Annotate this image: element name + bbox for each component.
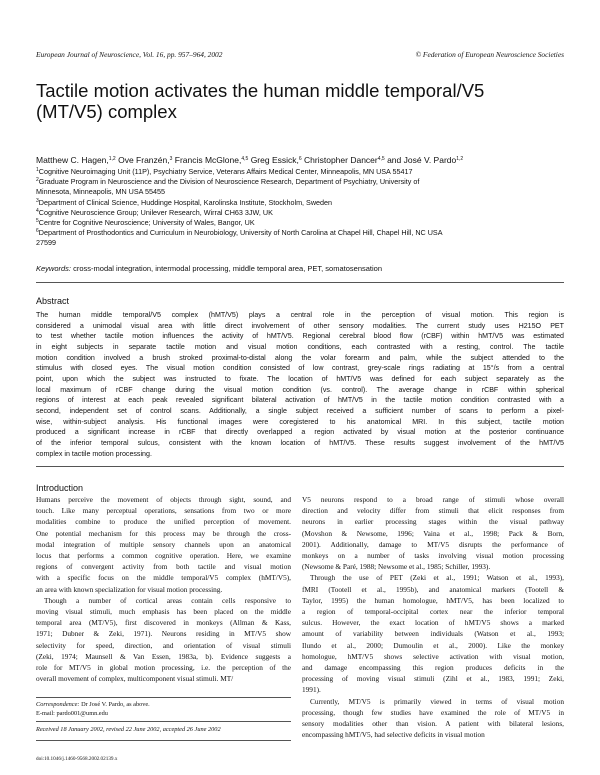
text-line: 1991). <box>302 685 321 695</box>
text-line: Ilundo et al., 2000; Dumoulin et al., 2000). Like the monkey <box>302 640 564 650</box>
text-line: Currently, MT/V5 is primarily viewed in terms of visual motion <box>310 696 564 706</box>
affiliation <box>36 218 576 228</box>
affiliation-mark: 3 <box>169 156 173 162</box>
text-line: 1971; Dubner & Zeki, 1971). Neurons residing in MT/V5 show <box>36 629 291 639</box>
text-line: monkeys on a number of tasks involving visual motion processing <box>302 551 564 561</box>
text-line: role for MT/V5 in global motion processing, i.e. the perception of the <box>36 663 291 673</box>
affiliation-text: Cognitive Neuroimaging Unit (11P), Psychiatry Service, Veterans Affairs Medical Center, Minneapolis, MN USA 55417 <box>38 167 413 176</box>
text-line: homologue, hMT/V5 shows selective activation with visual motion, <box>302 651 564 661</box>
text-line: a region of temporal-occipital cortex near the inferior temporal <box>302 607 564 617</box>
text-line: moving visual stimuli, much emphasis has been placed on the middle <box>36 607 291 617</box>
text-line: encompassing hMT/V5, had selective deficits in visual motion <box>302 730 485 740</box>
divider <box>36 466 564 467</box>
text-line: V5 neurons respond to a broad range of stimuli whose overall <box>302 495 564 504</box>
affiliation-mark: 4,5 <box>241 156 249 162</box>
affiliation-number: 3 <box>36 197 39 204</box>
text-line: touch. Like many perceptual operations, sensations from two or more <box>36 506 291 516</box>
author-name: José V. Pardo <box>403 155 457 165</box>
text-line: The human middle temporal/V5 complex (hMT/V5) plays a central role in the perception of visual motion. This region is <box>36 311 564 319</box>
keywords-text: cross-modal integration, intermodal processing, middle temporal area, PET, somatosensation <box>73 264 383 273</box>
text-line: One potential mechanism for this process may be through the cross- <box>36 528 291 538</box>
text-line: regions of convergent activity from both tactile and visual motion <box>36 562 291 572</box>
text-line: locus that performs a common cognitive operation. Here, we examine <box>36 551 291 561</box>
affiliation-text: 27599 <box>36 238 56 248</box>
author-name: Matthew C. Hagen, <box>36 155 109 165</box>
author-name: Francis McGlone, <box>174 155 242 165</box>
article-title <box>36 80 566 122</box>
text-line: point, upon which the subject was instructed to fixate. The location of hMT/V5 was defined for each subject separately as the <box>36 374 564 383</box>
text-line: Taylor, 1995) the human homologue, hMT/V5, has been localized to <box>302 595 564 605</box>
text-line: (Movshon & Newsome, 1996; Vaina et al., 1998; Pack & Born, <box>302 528 564 538</box>
left-column <box>36 494 291 684</box>
text-line: 2001). Additionally, damage to MT/V5 disrupts the performance of <box>302 539 564 549</box>
text-line: considered a unimodal visual area with little direct involvement of other sensory modalities. The current study uses H215O PET <box>36 321 564 330</box>
affiliation-number: 5 <box>36 218 39 225</box>
introduction-heading: Introduction <box>36 483 84 493</box>
keywords-label: Keywords: <box>36 264 72 273</box>
text-line: processing of moving visual stimuli (Zihl et al., 1983, 1991; Zeki, <box>302 674 564 684</box>
doi: doi:10.1046/j.1460-9568.2002.02139.x <box>36 756 118 762</box>
text-line: motion condition involved a brush stroked proximal-to-distal along the volar forearm and palm, while the subject attended to the <box>36 353 564 362</box>
text-line: processing, though few studies have examined the role of MT/V5 in <box>302 707 564 717</box>
text-line: modal integration of multiple sensory channels upon an anatomical <box>36 539 291 549</box>
text-line: second, independent set of control scans. Additionally, a single subject received a sufficient number of scans to perform a pixel- <box>36 406 564 415</box>
keywords <box>36 264 576 273</box>
text-line: an area with known specialization for visual motion processing. <box>36 584 223 594</box>
text-line: local maximum of rCBF change during the visual motion condition (vs. control). The average change in rCBF within spherical <box>36 385 564 394</box>
title-line: Tactile motion activates the human middle temporal/V5 <box>36 80 485 101</box>
affiliation-number: 2 <box>36 177 39 184</box>
text-line: Though a number of cortical areas contain cells responsive to <box>44 595 291 605</box>
correspondence-footnote <box>36 700 291 718</box>
text-line: with a specific focus on the middle temporal/V5 complex (hMT/V5), <box>36 573 291 583</box>
right-column <box>302 494 564 740</box>
text-line: of the inferior temporal sulcus, consistent with the known location of hMT/V5. These results suggest involvement of the hMT/V5 <box>36 438 564 447</box>
text-line: modalities combine to produce the unified perception of movement. <box>36 517 291 527</box>
affiliation-mark: 6 <box>298 156 302 162</box>
text-line: fMRI (Tootell et al., 1995b), and anatomical markers (Tootell & <box>302 584 564 594</box>
text-line: complex in tactile motion processing. <box>36 449 152 458</box>
author-list <box>36 155 576 166</box>
text-line: wise, within-subject analysis. His functional images were coregistered to his anatomical MRI. In this subject, tactile motion <box>36 417 564 426</box>
affiliation-mark: 1,2 <box>456 156 464 162</box>
text-line: (Newsome & Paré, 1988; Newsome et al., 1985; Schiller, 1993). <box>302 562 491 572</box>
text-line: Humans perceive the movement of objects through sight, sound, and <box>36 495 291 504</box>
affiliation-mark: 1,2 <box>108 156 116 162</box>
affiliation-text: Cognitive Neuroscience Group; Unilever Research, Wirral CH63 3JW, UK <box>38 207 273 217</box>
affiliation-text: Graduate Program in Neuroscience and the Division of Neuroscience Research, Department of Psychiatry, University of <box>38 177 420 187</box>
text-line: in eight subjects in separate tactile motion and visual motion conditions, each contrasted with a resting, control. The tactile <box>36 342 564 351</box>
author-conjunction: and <box>387 155 402 165</box>
abstract-body <box>36 310 564 459</box>
text-line: temporal area (MT/V5), first discovered in monkeys (Allman & Kass, <box>36 618 291 628</box>
text-line: sulcus. However, the exact location of hMT/V5 shows a marked <box>302 618 564 628</box>
affiliation-text: Department of Clinical Science, Huddinge Hospital, Karolinska Institute, Stockholm, Sweden <box>38 197 333 207</box>
footnote-divider <box>36 721 291 722</box>
author-name: Christopher Dancer <box>304 155 378 165</box>
affiliations <box>36 167 576 249</box>
affiliation <box>36 228 576 248</box>
text-line: Through the use of PET (Zeki et al., 1991; Watson et al., 1993), <box>310 573 564 583</box>
received-dates: Received 18 January 2002, revised 22 June 2002, accepted 26 June 2002 <box>36 726 221 733</box>
footnote-divider <box>36 697 291 698</box>
email: E-mail: pardo001@umn.edu <box>36 710 108 718</box>
title-line: (MT/V5) complex <box>36 101 177 122</box>
affiliation-number: 6 <box>36 228 39 235</box>
text-line: overall movement of complex, multicomponent visual stimuli. MT/ <box>36 674 234 684</box>
correspondence-label: Correspondence: <box>36 701 80 708</box>
text-line: (Zeki, 1974; Maunsell & Van Essen, 1983a, b). Evidence suggests a <box>36 651 291 661</box>
running-header <box>36 50 564 59</box>
author-name: Ove Franzén, <box>118 155 170 165</box>
copyright-notice: © Federation of European Neuroscience Societies <box>415 50 564 59</box>
footnote-divider <box>36 740 291 741</box>
text-line: regions of interest at each peak revealed significant bilateral activation of hMT/V5 in the tactile motion condition contrasted with a <box>36 396 564 405</box>
affiliation-number: 4 <box>36 207 39 214</box>
abstract-heading: Abstract <box>36 296 70 306</box>
text-line: amount of variability between individuals (Watson et al., 1993; <box>302 629 564 639</box>
divider <box>36 282 564 283</box>
text-line: selectivity for speed, direction, and orientation of visual stimuli <box>36 640 291 650</box>
text-line: stimulus with closed eyes. The visual motion condition consisted of low contrast, grey-scale rings radiating at 15°/s from a central <box>36 364 564 373</box>
journal-citation: European Journal of Neuroscience, Vol. 16, pp. 957–964, 2002 <box>36 50 223 59</box>
author-name: Greg Essick, <box>250 155 299 165</box>
affiliation <box>36 177 576 197</box>
affiliation <box>36 198 576 208</box>
affiliation-text: Centre for Cognitive Neuroscience; University of Wales, Bangor, UK <box>38 218 255 228</box>
correspondence-text: Dr José V. Pardo, as above. <box>81 701 150 708</box>
text-line: sensory modalities other than vision. A patient with bilateral lesions, <box>302 719 564 729</box>
affiliation-text: Department of Prosthodontics and Curriculum in Neurobiology, University of North Carolina at Chapel Hill, Chapel Hill, NC USA <box>38 228 443 238</box>
text-line: and damage encompassing this region produces deficits in the <box>302 663 564 673</box>
text-line: to test whether tactile motion influences the activity of hMT/V5. Regional cerebral blood flow (rCBF) within hMT/V5 was estimated <box>36 332 564 341</box>
affiliation-number: 1 <box>36 167 39 173</box>
text-line: neurons in earlier processing stages within the visual pathway <box>302 517 564 527</box>
text-line: direction and velocity differ from stimuli that elicit responses from <box>302 506 564 516</box>
text-line: produced a significant increase in rCBF that directly overlapped a region activated by visual motion at the posterior continuance <box>36 428 564 437</box>
affiliation <box>36 167 576 177</box>
affiliation-text: Minnesota, Minneapolis, MN USA 55455 <box>36 187 166 197</box>
affiliation-mark: 4,5 <box>377 156 385 162</box>
affiliation <box>36 208 576 218</box>
